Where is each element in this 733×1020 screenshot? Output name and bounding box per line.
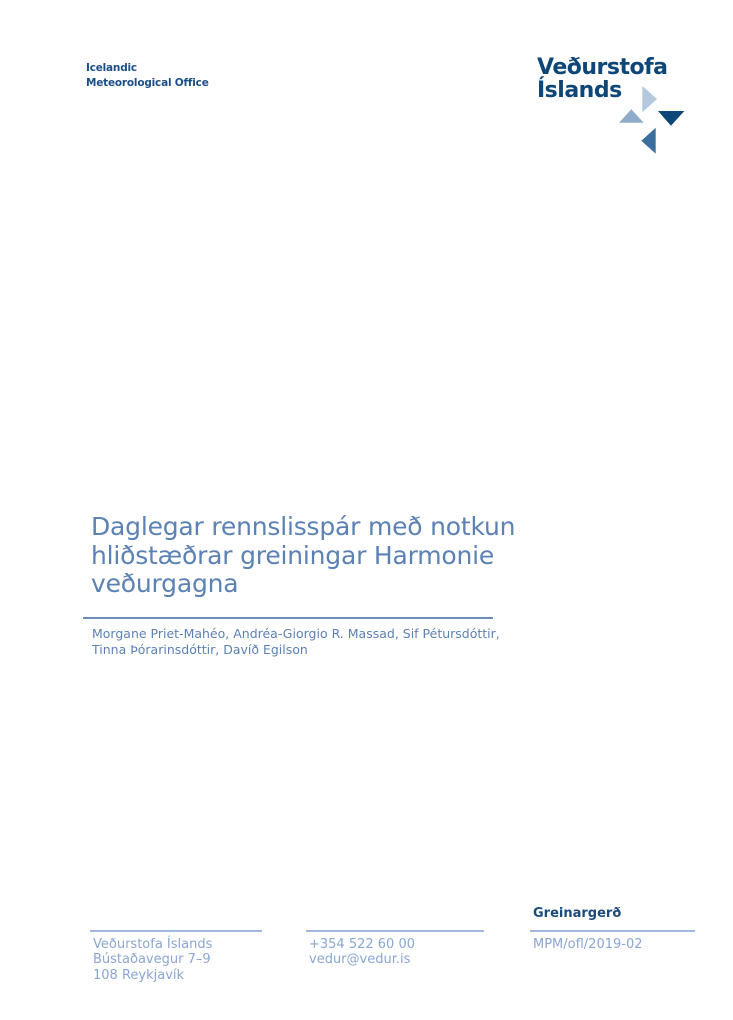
logo-wordmark-line: Íslands bbox=[537, 77, 622, 103]
page-title bbox=[91, 513, 521, 599]
address-line: Veðurstofa Íslands bbox=[93, 937, 213, 952]
pinwheel-right-triangle bbox=[658, 111, 684, 126]
office-name-line: Meteorological Office bbox=[86, 77, 209, 89]
authors bbox=[92, 626, 522, 657]
page-title-line: Daglegar rennslisspár með notkun bbox=[91, 512, 516, 541]
page-title-line: veðurgagna bbox=[91, 569, 239, 598]
office-name bbox=[86, 61, 209, 91]
report-type-label: Greinargerð bbox=[533, 906, 622, 921]
pinwheel-left-triangle bbox=[619, 109, 644, 122]
office-name-line: Icelandic bbox=[86, 62, 137, 74]
footer-contact-column bbox=[306, 930, 484, 968]
title-divider bbox=[83, 617, 493, 619]
page-title-line: hliðstæðrar greiningar Harmonie bbox=[91, 540, 495, 570]
email-address: vedur@vedur.is bbox=[309, 952, 411, 968]
author-line: Morgane Priet-Mahéo, Andréa-Giorgio R. Massad, Sif Pétursdóttir, bbox=[92, 626, 500, 641]
logo-wordmark-line: Veðurstofa bbox=[537, 55, 668, 80]
report-number: MPM/ofl/2019-02 bbox=[533, 937, 643, 952]
phone-number: +354 522 60 00 bbox=[309, 937, 415, 952]
footer-report-column bbox=[530, 930, 695, 952]
author-line: Tinna Þórarinsdóttir, Davíð Egilson bbox=[92, 641, 308, 657]
address-line: 108 Reykjavík bbox=[93, 967, 185, 983]
pinwheel-top-triangle bbox=[642, 86, 657, 112]
address-line: Bústaðavegur 7–9 bbox=[93, 952, 211, 968]
footer-address-column bbox=[90, 930, 262, 983]
pinwheel-logo-icon bbox=[619, 86, 685, 154]
pinwheel-bottom-triangle bbox=[641, 128, 655, 154]
